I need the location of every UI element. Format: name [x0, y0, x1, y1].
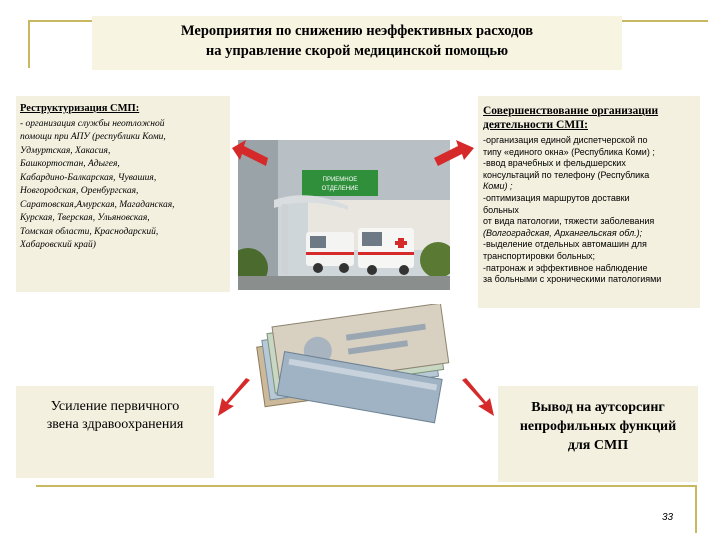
improvement-text-line: -ввод врачебных и фельдшерских: [483, 158, 626, 169]
primary-care-line-1: Усиление первичного: [50, 399, 180, 414]
arrow-right-top-icon: [432, 136, 476, 170]
primary-care-box: [16, 386, 214, 478]
improvement-text-line: больных: [483, 204, 519, 215]
restructuring-text-line: Томская области, Краснодарский,: [20, 226, 159, 237]
title-line-2: на управление скорой медицинской помощью: [205, 43, 509, 59]
sign-text-line-1: ПРИЕМНОЕ: [322, 177, 358, 183]
restructuring-text-line: Хабаровский край): [20, 240, 96, 250]
frame-line-left: [28, 20, 30, 68]
arrow-left-top-icon: [230, 136, 270, 170]
title-line-1: Мероприятия по снижению неэффективных расходов: [180, 23, 534, 39]
restructuring-text-line: Саратовская,Амурская, Магаданская,: [20, 199, 175, 210]
improvement-box: [478, 96, 700, 308]
improvement-text-line: -организация единой диспетчерской по: [483, 135, 648, 145]
restructuring-text-line: помощи при АПУ (республики Коми,: [20, 132, 166, 142]
outsourcing-line-1: Вывод на аутсорсинг: [531, 400, 665, 415]
sign-text-line-2: ОТДЕЛЕНИЕ: [321, 186, 359, 192]
improvement-text-line: -выделение отдельных автомашин для: [483, 239, 647, 250]
primary-care-line-2: звена здравоохранения: [46, 417, 184, 432]
improvement-text-line: (Волгоградская, Архангельская обл.);: [483, 227, 643, 238]
page-title: [92, 16, 622, 70]
restructuring-heading: Реструктуризация СМП:: [20, 103, 140, 114]
restructuring-text-line: Новгородская, Оренбургская,: [20, 186, 139, 196]
frame-line-right: [695, 485, 697, 533]
restructuring-text-line: Кабардино-Балкарская, Чувашия,: [20, 172, 157, 183]
outsourcing-line-3: для СМП: [567, 438, 629, 453]
arrow-bottom-left-icon: [214, 376, 254, 420]
page-number: 33: [662, 512, 674, 523]
outsourcing-line-2: непрофильных функций: [519, 419, 677, 434]
improvement-text-line: от вида патологии, тяжести заболевания: [483, 216, 655, 227]
restructuring-text-line: - организация службы неотложной: [20, 118, 165, 129]
improvement-heading: [483, 104, 695, 132]
improvement-text-line: Коми) ;: [483, 181, 513, 192]
improvement-text-line: транспортировки больных;: [483, 250, 596, 261]
money-photo: [240, 304, 466, 424]
restructuring-text-line: Курская, Тверская, Ульяновская,: [20, 213, 150, 223]
restructuring-text-line: Удмуртская, Хакасия,: [20, 145, 111, 156]
improvement-text-line: консультаций по телефону (Республика: [483, 169, 650, 180]
improvement-heading-line-1: Совершенствование организации: [483, 105, 659, 117]
arrow-bottom-right-icon: [458, 376, 498, 420]
improvement-text-line: типу «единого окна» (Республика Коми) ;: [483, 146, 655, 157]
restructuring-box: [16, 96, 230, 292]
improvement-text-line: -патронаж и эффективное наблюдение: [483, 262, 648, 273]
frame-line-bottom: [36, 485, 696, 487]
restructuring-text-line: Башкортостан, Адыгея,: [20, 159, 120, 169]
improvement-text-line: -оптимизация маршрутов доставки: [483, 192, 630, 203]
improvement-heading-line-2: деятельности СМП:: [483, 119, 588, 131]
improvement-text-line: за больными с хроническими патологиями: [483, 274, 662, 285]
outsourcing-box: [498, 386, 698, 482]
